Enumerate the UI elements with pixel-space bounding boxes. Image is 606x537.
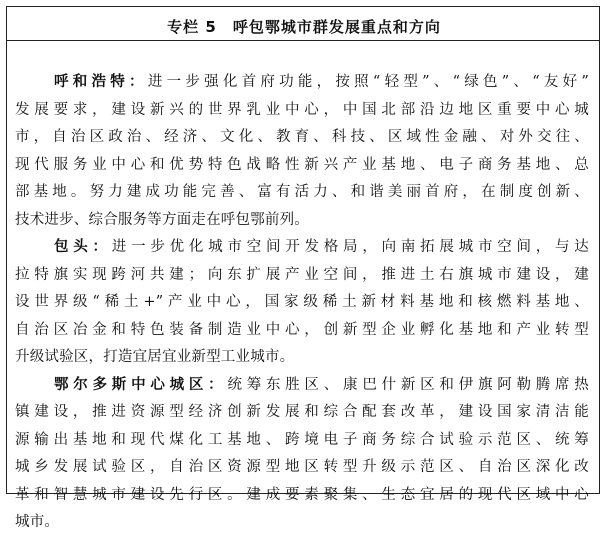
paragraph-hohhot-line: 技术进步、综合服务等方面走在呼包鄂前列。 (15, 211, 309, 228)
paragraph-ordos-line: 鄂尔多斯中心城区：统筹东胜区、康巴什新区和伊旗阿勒腾席热 (54, 376, 589, 393)
title-divider (7, 40, 599, 41)
paragraph-baotou-line: 包头：进一步优化城市空间开发格局，向南拓展城市空间，与达 (54, 239, 589, 255)
column-label: 专栏 5 (167, 18, 217, 36)
box-title (7, 16, 601, 37)
paragraph-baotou-line: 设世界级“稀土+”产业中心，国家级稀土新材料基地和核燃料基地、 (15, 294, 589, 310)
paragraph-hohhot-line: 发展要求，建设新兴的世界乳业中心，中国北部沿边地区重要中心城 (15, 101, 589, 118)
city-name-baotou: 包头： (54, 239, 112, 255)
paragraph-ordos-line: 革和智慧城市建设先行区。建成要素聚集、生态宜居的现代区域中心 (15, 486, 589, 503)
paragraph-ordos-line: 源输出基地和现代煤化工基地、跨境电子商务综合试验示范区、统筹 (15, 431, 589, 448)
city-name-ordos: 鄂尔多斯中心城区： (54, 376, 228, 393)
column-title: 呼包鄂城市群发展重点和方向 (232, 18, 441, 36)
paragraph-ordos-line: 城乡发展试验区，自治区资源型地区转型升级示范区、自治区深化改 (15, 459, 589, 475)
city-name-hohhot: 呼和浩特： (54, 74, 148, 90)
paragraph-baotou-line: 自治区冶金和特色装备制造业中心，创新型企业孵化基地和产业转型 (15, 321, 589, 338)
paragraph-hohhot-line: 部基地。努力建成功能完善、富有活力、和谐美丽首府，在制度创新、 (15, 184, 589, 200)
paragraph-hohhot-line: 市，自治区政治、经济、文化、教育、科技、区域性金融、对外交往、 (15, 129, 589, 145)
column-box (6, 6, 600, 530)
paragraph-baotou-line: 拉特旗实现跨河共建；向东扩展产业空间，推进土右旗城市建设，建 (15, 266, 589, 283)
paragraph-hohhot-line: 呼和浩特：进一步强化首府功能，按照“轻型”、“绿色”、“友好” (54, 74, 589, 90)
paragraph-hohhot-line: 现代服务业中心和优势特色战略性新兴产业基地、电子商务基地、总 (15, 156, 589, 173)
paragraph-ordos-line: 镇建设，推进资源型经济创新发展和综合配套改革，建设国家清洁能 (15, 404, 589, 420)
box-content (7, 69, 599, 537)
paragraph-baotou-line: 升级试验区，打造宜居宜业新型工业城市。 (15, 349, 295, 365)
paragraph-ordos-line: 城市。 (15, 514, 60, 530)
